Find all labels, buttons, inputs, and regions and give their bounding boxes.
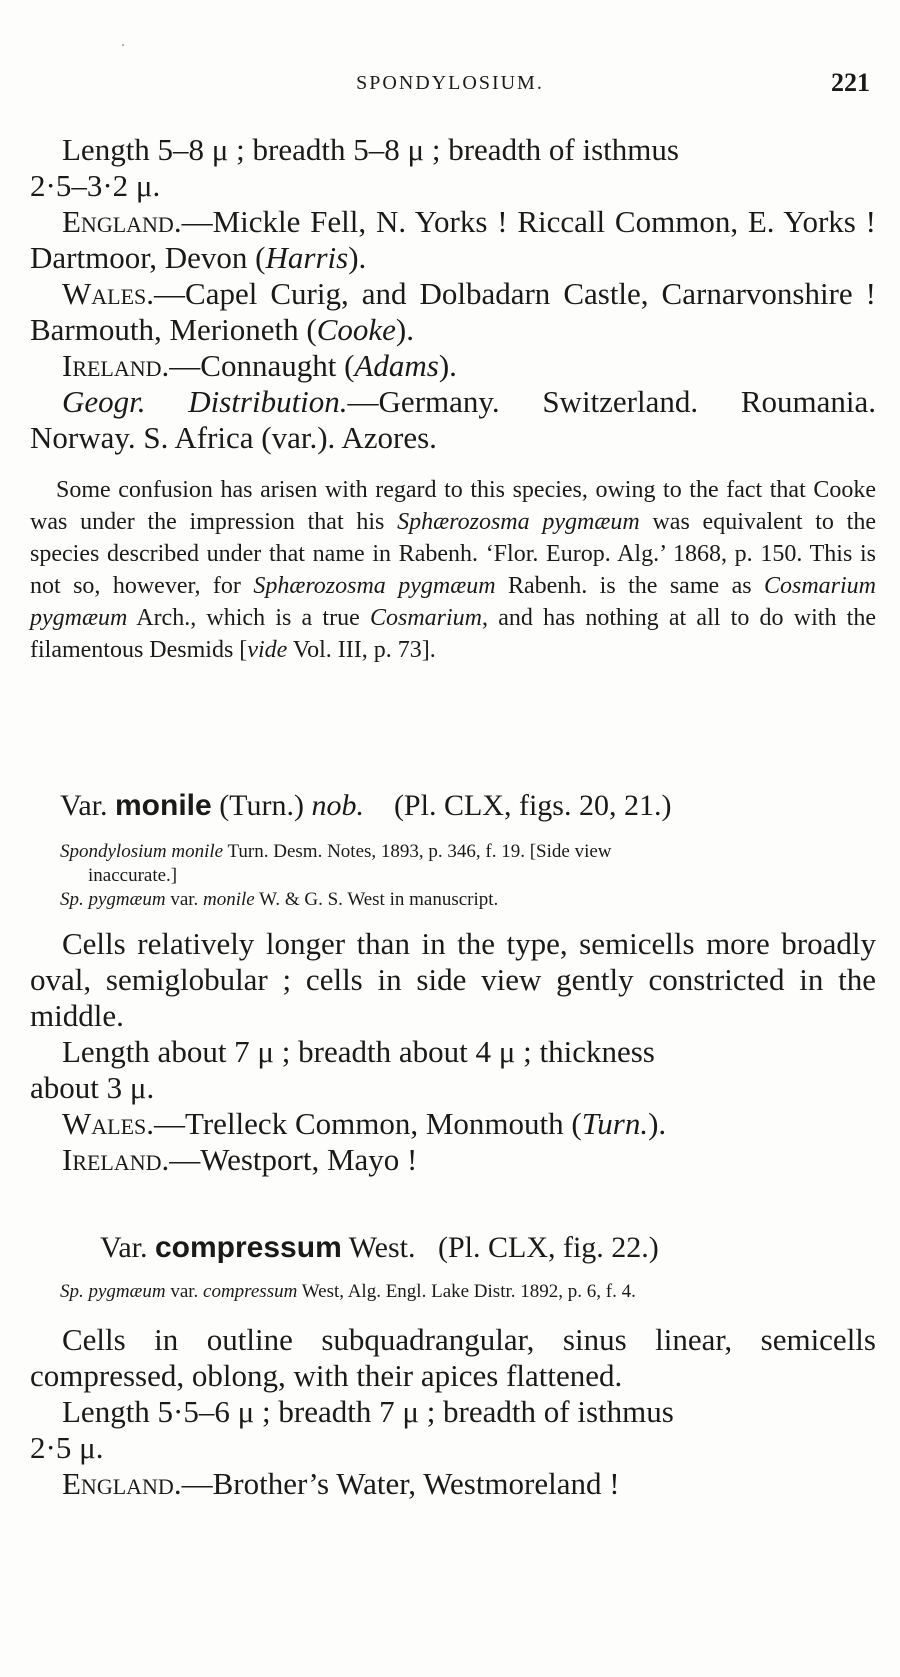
description: Cells in outline subquadrangular, sinus linear, semicells compressed, oblong, with their apices flattened. (30, 1322, 876, 1393)
page-number: 221 (831, 68, 870, 97)
running-title: SPONDYLOSIUM. (356, 72, 544, 94)
type-measurements: Length 5–8 μ ; breadth 5–8 μ ; breadth of isthmus 2·5–3·2 μ. (30, 132, 679, 203)
type-england: England.—Mickle Fell, N. Yorks ! Riccall Common, E. Yorks ! Dartmoor, Devon (Harris). (30, 204, 876, 275)
type-ireland: Ireland.—Connaught (Adams). (62, 348, 457, 383)
measurements: Length 5·5–6 μ ; breadth 7 μ ; breadth of isthmus 2·5 μ. (30, 1394, 674, 1465)
record-wales: Wales.—Trelleck Common, Monmouth (Turn.). (62, 1106, 667, 1141)
note-paragraph: Some confusion has arisen with regard to this species, owing to the fact that Cooke was under the impression that his Sphærozosma pygmæum was equivalent to the species described under that name in Rabenh. ‘Flor. Europ. Alg.’ 1868, p. 150. This is not so, however, for Sphærozosma pygmæum Rabenh. is the same as Cosmarium pygmæum Arch., which is a true Cosmarium, and has nothing at all to do with the filamentous Desmids [vide Vol. III, p. 73]. (30, 477, 877, 663)
synonym-line: Sp. pygmæum var. monile W. & G. S. West in manuscript. (60, 889, 499, 910)
var-monile-heading: Var. monile (Turn.) nob. (Pl. CLX, figs. 20, 21.) (60, 789, 672, 822)
type-section (30, 132, 876, 456)
var-monile-body (30, 926, 876, 1178)
record-ireland: Ireland.—Westport, Mayo ! (62, 1142, 418, 1177)
var-compressum-heading: Var. compressum West. (Pl. CLX, fig. 22.) (100, 1231, 659, 1264)
running-head (30, 68, 870, 108)
synonym-line: Spondylosium monile Turn. Desm. Notes, 1893, p. 346, f. 19. [Side view (60, 841, 612, 862)
var-compressum-synonymy (60, 1280, 860, 1304)
type-wales: Wales.—Capel Curig, and Dolbadarn Castle, Carnarvonshire ! Barmouth, Merioneth (Cooke). (30, 276, 876, 347)
description: Cells relatively longer than in the type, semicells more broadly oval, semiglobular ; cells in side view gently constricted in the middle. (30, 926, 876, 1033)
synonym-line: Sp. pygmæum var. compressum West, Alg. Engl. Lake Distr. 1892, p. 6, f. 4. (60, 1281, 636, 1302)
record-england: England.—Brother’s Water, Westmoreland ! (62, 1466, 620, 1501)
speck (122, 44, 124, 46)
measurements: Length about 7 μ ; breadth about 4 μ ; thickness about 3 μ. (30, 1034, 655, 1105)
synonym-continuation: inaccurate.] (88, 865, 178, 886)
type-distribution: Geogr. Distribution.—Germany. Switzerland. Roumania. Norway. S. Africa (var.). Azores. (30, 384, 876, 455)
taxonomic-note (30, 474, 876, 666)
var-monile-synonymy (60, 840, 860, 912)
var-compressum-body (30, 1322, 876, 1502)
